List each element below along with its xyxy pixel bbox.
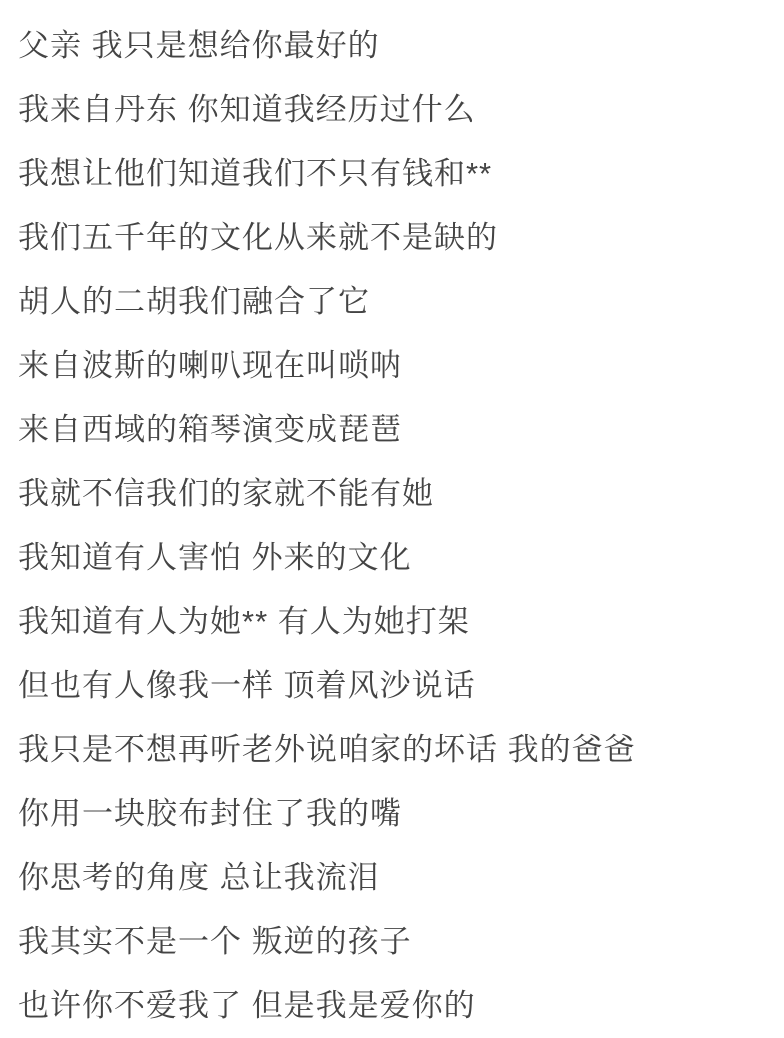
lyric-line: 你思考的角度 总让我流泪 (18, 860, 380, 895)
lyric-line: 我只是不想再听老外说咱家的坏话 我的爸爸 (18, 732, 636, 767)
lyric-line: 胡人的二胡我们融合了它 (18, 284, 370, 319)
lyric-line: 我其实不是一个 叛逆的孩子 (18, 924, 412, 959)
lyric-line: 我知道有人害怕 外来的文化 (18, 540, 412, 575)
lyric-line: 来自波斯的喇叭现在叫唢呐 (18, 348, 402, 383)
lyric-line: 来自西域的箱琴演变成琵琶 (18, 412, 402, 447)
lyric-line: 你用一块胶布封住了我的嘴 (18, 796, 402, 831)
lyric-line: 我就不信我们的家就不能有她 (18, 476, 434, 511)
lyric-line: 我们五千年的文化从来就不是缺的 (18, 220, 498, 255)
lyric-line: 我知道有人为她** 有人为她打架 (18, 604, 470, 639)
lyric-line: 父亲 我只是想给你最好的 (18, 28, 380, 63)
lyric-line: 但也有人像我一样 顶着风沙说话 (18, 668, 476, 703)
lyric-line: 我来自丹东 你知道我经历过什么 (18, 92, 476, 127)
lyric-line: 也许你不爱我了 但是我是爱你的 (18, 988, 476, 1023)
lyric-line: 我想让他们知道我们不只有钱和** (18, 156, 493, 191)
